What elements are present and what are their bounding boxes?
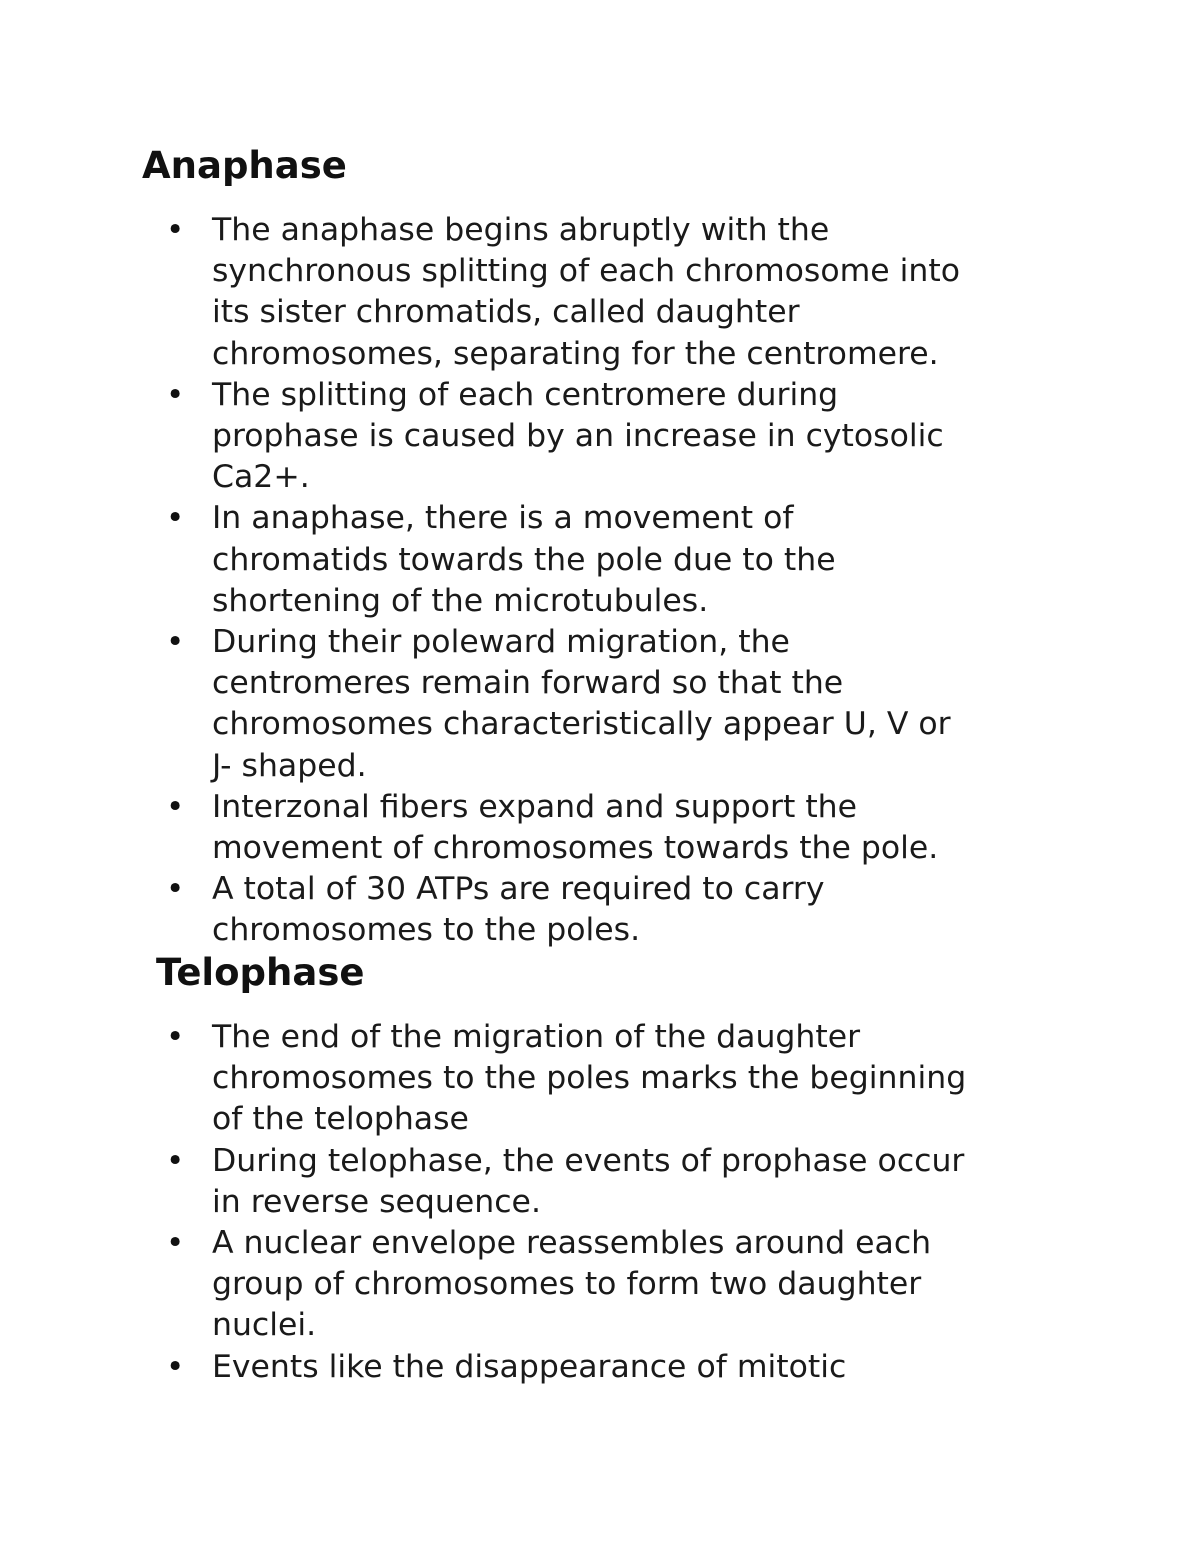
telophase-bullet-list — [0, 1017, 1200, 1388]
list-item — [0, 622, 1200, 787]
bullet-icon: • — [166, 788, 185, 825]
list-item — [0, 869, 1200, 951]
list-item-text: Interzonal fibers expand and support the movement of chromosomes towards the pole. — [212, 788, 939, 867]
list-item — [0, 787, 1200, 869]
list-item-text: A total of 30 ATPs are required to carry chromosomes to the poles. — [212, 871, 825, 949]
list-item — [0, 375, 1200, 499]
list-item-text: In anaphase, there is a movement of chromatids towards the pole due to the shortening of the microtubules. — [212, 500, 836, 619]
bullet-icon: • — [166, 624, 185, 661]
anaphase-heading: Anaphase — [142, 144, 347, 187]
list-item-text: The end of the migration of the daughter chromosomes to the poles marks the beginning of the telophase — [212, 1019, 967, 1138]
list-item-text: The splitting of each centromere during prophase is caused by an increase in cytosolic Ca2+. — [212, 376, 944, 496]
list-item-text: A nuclear envelope reassembles around each group of chromosomes to form two daughter nuclei. — [212, 1225, 932, 1344]
bullet-icon: • — [166, 1142, 185, 1179]
list-item-text: During their poleward migration, the centromeres remain forward so that the chromosomes characteristically appear U, V or J- shaped. — [212, 624, 951, 784]
list-item — [0, 1347, 1200, 1388]
bullet-icon: • — [166, 376, 185, 413]
list-item — [0, 210, 1200, 375]
list-item — [0, 1223, 1200, 1347]
list-item-text: During telophase, the events of prophase occur in reverse sequence. — [212, 1142, 965, 1220]
bullet-icon: • — [166, 1019, 185, 1055]
list-item — [0, 1141, 1200, 1223]
bullet-icon: • — [166, 1225, 185, 1262]
bullet-icon: • — [166, 871, 185, 908]
list-item-text: The anaphase begins abruptly with the synchronous splitting of each chromosome into its sister chromatids, called daughter chromosomes, separating for the centromere. — [212, 212, 961, 372]
telophase-heading: Telophase — [156, 951, 365, 994]
bullet-icon: • — [166, 500, 185, 537]
bullet-icon: • — [166, 212, 185, 248]
bullet-icon: • — [166, 1348, 185, 1385]
list-item — [0, 1017, 1200, 1141]
anaphase-bullet-list — [0, 210, 1200, 952]
list-item-text: Events like the disappearance of mitotic — [212, 1348, 847, 1385]
list-item — [0, 498, 1200, 622]
